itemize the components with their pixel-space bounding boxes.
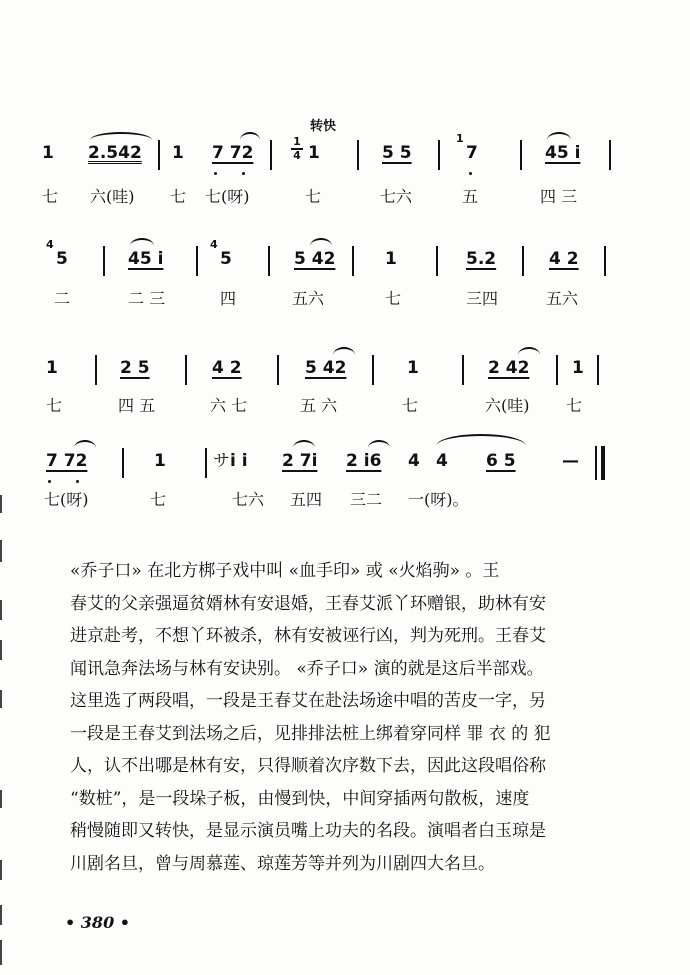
note-group: 7 72 <box>46 451 88 471</box>
lyric: 五六 <box>292 289 325 308</box>
note: 1 <box>572 358 584 378</box>
text-line: 这里选了两段唱，一段是王春艾在赴法场途中唱的苦皮一字，另 <box>70 691 546 711</box>
lyric: 五六 <box>546 289 579 308</box>
note: 1 <box>42 143 54 163</box>
bar-line <box>522 246 524 276</box>
text-line: 人，认不出哪是林有安，只得顺着次序数下去，因此这段唱俗称 <box>70 756 546 776</box>
slur <box>310 238 332 246</box>
commentary-text <box>70 555 650 880</box>
low-octave-dot <box>48 480 51 483</box>
slur <box>368 440 390 448</box>
score-line-1 <box>0 130 690 210</box>
note-group: 4 2 <box>212 358 242 378</box>
lyric: 七六 <box>380 187 413 206</box>
lyric: 七 <box>46 396 63 415</box>
lyric: 四 五 <box>118 396 156 415</box>
low-octave-dot <box>242 172 245 175</box>
text-line: 进京赴考，不想丫环被杀，林有安被诬行凶，判为死刑。王春艾 <box>70 626 546 646</box>
text-line: 稍慢随即又转快，是显示演员嘴上功夫的名段。演唱者白玉琼是 <box>70 821 546 841</box>
text-line: «乔子口» 在北方梆子戏中叫 «血手印» 或 «火焰驹» 。王 <box>70 561 500 581</box>
grace-note: 1 <box>456 132 464 145</box>
lyric: 三四 <box>466 289 499 308</box>
low-octave-dot <box>214 172 217 175</box>
scan-edge-mark <box>0 690 2 708</box>
score-line-2 <box>0 238 690 318</box>
note-group: 4 2 <box>549 249 579 269</box>
lyric: 五 <box>462 187 479 206</box>
bar-line <box>277 355 279 385</box>
note-group: 5 42 <box>294 249 336 269</box>
bar-line <box>196 246 198 276</box>
lyric: 七 <box>402 396 419 415</box>
lyric: 七六 <box>232 490 265 509</box>
note-group: 5 42 <box>305 358 347 378</box>
lyric: 三二 <box>350 490 383 509</box>
bar-line <box>158 140 160 170</box>
note-group: 6 5 <box>486 451 516 471</box>
note-group: 5.2 <box>466 249 497 269</box>
bar-line <box>604 246 606 276</box>
slur <box>436 434 526 446</box>
bar-line <box>436 246 438 276</box>
bar-line <box>372 355 374 385</box>
note: 1 <box>46 358 58 378</box>
lyric: 二 <box>54 289 71 308</box>
grace-note: 4 <box>210 238 218 251</box>
slur <box>333 347 355 355</box>
lyric: 六(哇) <box>90 187 135 206</box>
scan-edge-mark <box>0 940 2 965</box>
bar-line <box>609 140 611 170</box>
bar-line <box>95 355 97 385</box>
note: 1 <box>407 358 419 378</box>
slur <box>74 440 96 448</box>
lyric: 二 三 <box>128 289 166 308</box>
note: 1 <box>154 451 166 471</box>
lyric: 七 <box>385 289 402 308</box>
bar-line <box>438 140 440 170</box>
bar-line <box>205 448 207 478</box>
tempo-marking: 转快 <box>310 119 337 134</box>
bar-line <box>185 355 187 385</box>
note-group: 45 i <box>128 249 164 269</box>
slur <box>547 132 571 140</box>
text-line: 一段是王春艾到法场之后，见排排法桩上绑着穿同样 罪 衣 的 犯 <box>70 723 551 744</box>
time-signature: 1 4 <box>291 137 303 161</box>
lyric: 五四 <box>290 490 323 509</box>
note: 4 <box>408 451 420 471</box>
note-group: 2 5 <box>120 358 150 378</box>
lyric: 七(呀) <box>205 187 250 206</box>
scan-edge-mark <box>0 860 2 880</box>
lyric: 七(呀) <box>44 490 89 509</box>
text-line: 川剧名旦，曾与周慕莲、琼莲芳等并列为川剧四大名旦。 <box>70 853 495 874</box>
scan-edge-mark <box>0 495 2 513</box>
text-line: 闻讯急奔法场与林有安诀别。 «乔子口» 演的就是这后半部戏。 <box>70 658 544 679</box>
note-group: 45 i <box>545 143 581 163</box>
note-group: i i <box>230 451 248 471</box>
lyric: 一(呀)。 <box>408 490 469 509</box>
text-line: “数桩”，是一段垛子板，由慢到快，中间穿插两句散板，速度 <box>70 788 530 809</box>
note-group: 7 72 <box>212 143 254 163</box>
slur <box>90 132 152 140</box>
lyric: 七 <box>170 187 187 206</box>
lyric: 四 <box>220 289 237 308</box>
bar-line <box>270 140 272 170</box>
final-bar-line <box>595 446 606 480</box>
scan-edge-mark <box>0 905 2 925</box>
slur <box>240 132 260 140</box>
lyric: 六(哇) <box>485 396 530 415</box>
note: 5 <box>220 249 232 269</box>
note: 7 <box>466 143 478 163</box>
bar-line <box>352 246 354 276</box>
note-group: 2 7i <box>282 451 318 471</box>
lyric: 七 <box>566 396 583 415</box>
scan-edge-mark <box>0 540 2 562</box>
lyric: 七 <box>150 490 167 509</box>
note: 4 <box>436 451 448 471</box>
low-octave-dot <box>469 172 472 175</box>
note: 5 <box>56 249 68 269</box>
note: 1 <box>308 143 320 163</box>
slur <box>293 440 315 448</box>
note-group: 5 5 <box>382 143 412 163</box>
lyric: 五 六 <box>300 396 338 415</box>
scan-edge-mark <box>0 790 2 808</box>
slur <box>518 347 540 355</box>
lyric: 七 <box>305 187 322 206</box>
bar-line <box>462 355 464 385</box>
bar-line <box>122 448 124 478</box>
note: 1 <box>385 249 397 269</box>
page-number: • 380 • <box>65 913 130 932</box>
score-line-4 <box>0 440 690 520</box>
low-octave-dot <box>76 480 79 483</box>
bar-line <box>556 355 558 385</box>
lyric: 四 三 <box>540 187 578 206</box>
extension-dash: — <box>562 451 579 471</box>
lyric: 六 七 <box>210 396 248 415</box>
grace-note: 4 <box>46 238 54 251</box>
text-line: 春艾的父亲强逼贫婿林有安退婚，王春艾派丫环赠银，助林有安 <box>70 593 546 614</box>
free-meter-mark: サ <box>213 451 230 471</box>
bar-line <box>103 246 105 276</box>
bar-line <box>597 355 599 385</box>
note-group: 2.542 <box>88 143 142 163</box>
score-line-3 <box>0 345 690 425</box>
scan-edge-mark <box>0 600 2 620</box>
bar-line <box>268 246 270 276</box>
bar-line <box>357 140 359 170</box>
bar-line <box>520 140 522 170</box>
note-group: 2 42 <box>488 358 530 378</box>
lyric: 七 <box>42 187 59 206</box>
note: 1 <box>172 143 184 163</box>
slur <box>130 238 154 246</box>
scan-edge-mark <box>0 640 2 660</box>
note-group: 2 i6 <box>346 451 382 471</box>
